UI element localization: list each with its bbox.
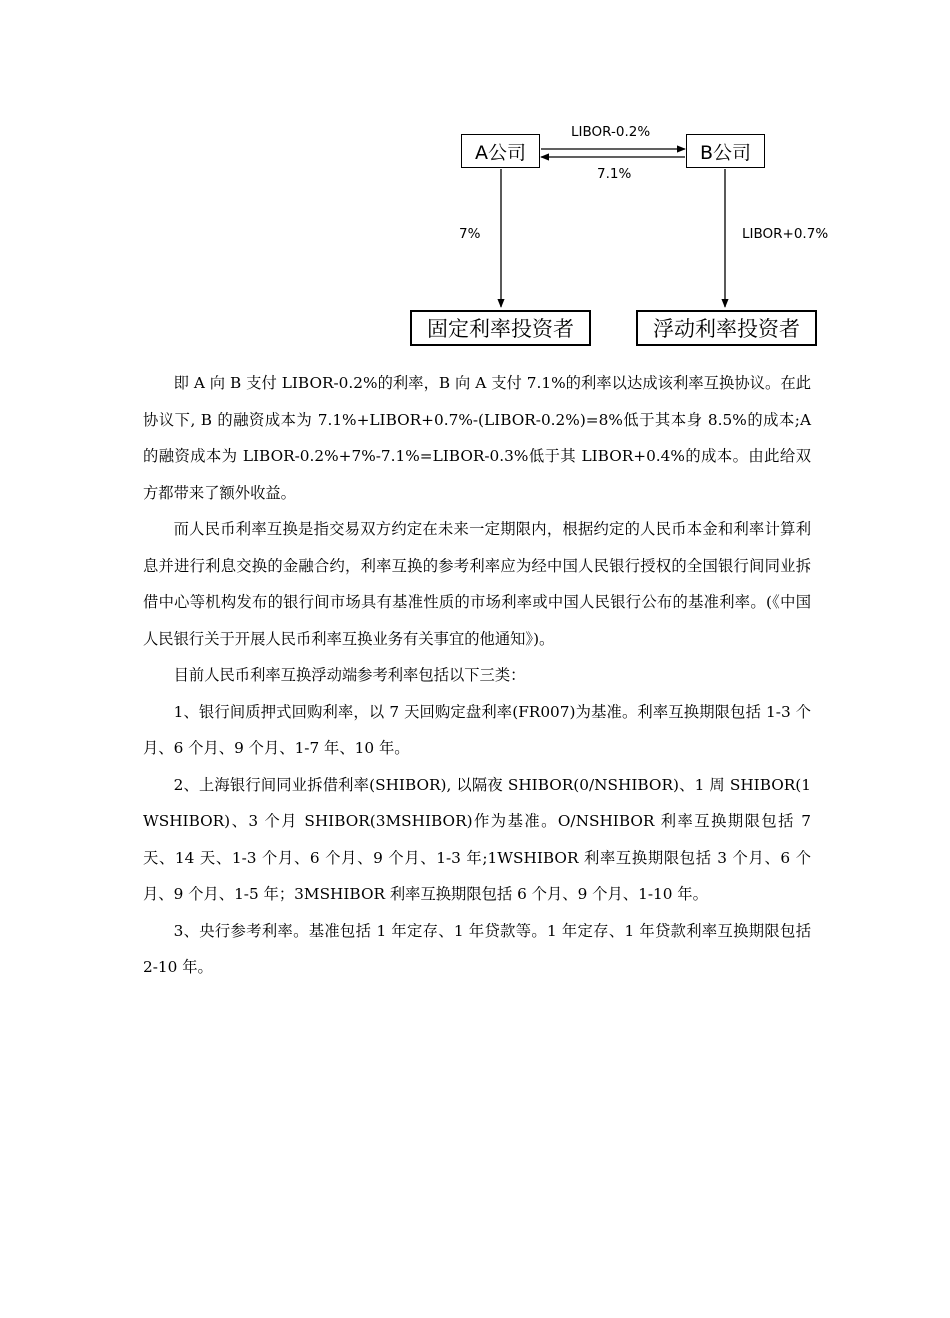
- paragraph-5: 2、上海银行间同业拆借利率(SHIBOR), 以隔夜 SHIBOR(0/NSHIBOR)、1 周 SHIBOR(1WSHIBOR)、3 个月 SHIBOR(3MSHIBOR)作为基准。O/NSHIBOR 利率互换期限包括 7 天、14 天、1-3 个月、6 个月、9 个月、1-3 年;1WSHIBOR 利率互换期限包括 3 个月、6 个月、9 个月、1-5 年；3MSHIBOR 利率互换期限包括 6 个月、9 个月、1-10 年。: [143, 775, 811, 903]
- swap-diagram: [0, 0, 950, 360]
- company-b-box: B公司: [686, 134, 765, 168]
- fixed-rate-investor-box: 固定利率投资者: [410, 310, 591, 346]
- label-b-down: LIBOR+0.7%: [742, 226, 829, 242]
- paragraph-3: 目前人民币利率互换浮动端参考利率包括以下三类：: [173, 666, 526, 684]
- company-a-box: A公司: [461, 134, 540, 168]
- paragraph-4: 1、银行间质押式回购利率，以 7 天回购定盘利率(FR007)为基准。利率互换期限包括 1-3 个月、6 个月、9 个月、1-7 年、10 年。: [143, 702, 811, 757]
- label-a-down: 7%: [459, 226, 481, 242]
- paragraph-1: 即 A 向 B 支付 LIBOR-0.2%的利率，B 向 A 支付 7.1%的利率以达成该利率互换协议。在此协议下, B 的融资成本为 7.1%+LIBOR+0.7%-(LIBOR-0.2%)=8%低于其本身 8.5%的成本;A 的融资成本为 LIBOR-0.2%+7%-7.1%=LIBOR-0.3%低于其 LIBOR+0.4%的成本。由此给双方都带来了额外收益。: [143, 374, 811, 502]
- floating-rate-investor-box: 浮动利率投资者: [636, 310, 817, 346]
- label-a-to-b: LIBOR-0.2%: [571, 124, 651, 140]
- diagram-arrows: [0, 0, 950, 360]
- label-b-to-a: 7.1%: [597, 166, 632, 182]
- paragraph-2: 而人民币利率互换是指交易双方约定在未来一定期限内，根据约定的人民币本金和利率计算利息并进行利息交换的金融合约，利率互换的参考利率应为经中国人民银行授权的全国银行间同业拆借中心等机构发布的银行间市场具有基准性质的市场利率或中国人民银行公布的基准利率。(《中国人民银行关于开展人民币利率互换业务有关事宜的他通知》)。: [143, 520, 811, 648]
- body-text: [143, 365, 811, 986]
- paragraph-6: 3、央行参考利率。基准包括 1 年定存、1 年贷款等。1 年定存、1 年贷款利率互换期限包括 2-10 年。: [143, 921, 811, 976]
